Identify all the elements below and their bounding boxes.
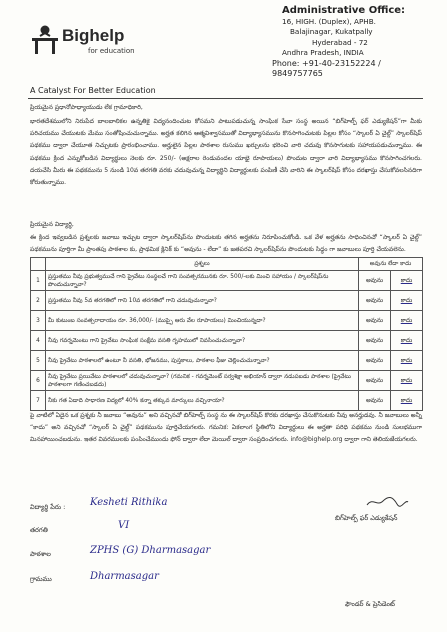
office-line: Hyderabad - 72: [312, 37, 368, 47]
table-header-row: [31, 258, 423, 271]
answer-no[interactable]: కాదు: [391, 331, 423, 351]
question-number: 5: [31, 351, 46, 371]
bighelp-logo-icon: [30, 24, 60, 56]
question-text: నీవు గవర్నమెంటు గాని ప్రైవేటు సాంఘిక సంక్షేమ వసతి గృహములో నివసించుచున్నావా?: [46, 331, 359, 351]
answer-yes[interactable]: అవును: [359, 291, 391, 311]
footnote-paragraph: పై వాటిలో ఏదైన ఒక ప్రశ్నకు నీ జవాబు “అవును” అని వచ్చినచో బిగ్‌హెల్ప్ సంస్థ ను ఈ స్కాలర్‌షిప్ కొరకు దరఖాస్తు చేసుకొనుటకు నీవు అనర్హుడవు. నీ జవాబులు అన్నీ “కాదు” అని వచ్చినచో “స్కాలర్ ఏ చైల్డ్” పథకమును పూర్తిచేయగలరు. గమనిక: ఏకలాంగ స్థితిలోని విద్యార్థులు ఈ అర్హతా పరిధి పథకము నుండి సులభముగా మినహాయించబడును. ఇతర వివరములకు పంపించేముందు ఫోన్ ద్వారా లేదా మెయిల్ ద్వారా సంప్రదించగలరు. info@bighelp.org ద్వారా గాని తెలియజేయగలరు.: [30, 412, 422, 444]
answer-no[interactable]: కాదు: [391, 311, 423, 331]
answer-yes[interactable]: అవును: [359, 311, 391, 331]
office-title: Administrative Office:: [282, 5, 406, 16]
table-row: [31, 391, 423, 411]
question-text: నీకు గత ఏడాది సాధారణ విద్యలో 40% కన్నా తక్కువ మార్కులు వచ్చినాయా?: [46, 391, 359, 411]
answer-yes[interactable]: అవును: [359, 331, 391, 351]
table-row: [31, 371, 423, 391]
tagline: A Catalyst For Better Education: [30, 86, 156, 95]
header-answer: అవును లేదా కాదు: [359, 258, 423, 271]
answer-no[interactable]: కాదు: [391, 271, 423, 291]
header-divider: [28, 98, 423, 99]
intro-paragraph: భారతదేశములోని నిరుపేద బాలబాలికల ఉన్నతికై విద్యనందించుట కోసమని పాటుపడుచున్న సాంఘిక సేవా సంస్థ అయిన “బిగ్‌హెల్ప్ ఫర్ ఎడ్యుకేషన్”గా మీకు పరిచయము చేయుటకు మేము సంతోషించుచున్నాము. అర్హత కలిగిన ఆత్మవిశ్వాసముతో విద్యాభ్యాసమును కొనసాగించుటకు పిల్లల కోసం “స్కాలర్ ఏ చైల్డ్” స్కాలర్‌షిప్ పథకము ద్వారా చేయూత నిచ్చుటకు ప్రారంభించాము. అర్హులైన పిల్లల పాఠశాల రుసుము ఖర్చులను భరించి వారి చదువు కొనసాగుటకు సహాయపడుచున్నాము. ఈ పథకము క్రింద ఎన్నుకోబడిన విద్యార్థులు నెలకు రూ. 250/- (అక్షరాల రెండువందల యాభై రూపాయలు) పొందుట ద్వారా వారి విద్యాభ్యాసము కొనసాగించగలరు. దయచేసి మీరు ఈ పథకమును 5 నుండి 10వ తరగతి వరకు చదువుచున్న విద్యార్థిని విద్యార్థులకు పంపిణీ చేసి వారిని ఈ స్కాలర్‌షిప్ కోసం దరఖాస్తు చేసుకోవలసినదిగా కోరుతున్నాము.: [30, 118, 422, 187]
founder-label: ఫౌండర్ & ప్రెసిడెంట్: [345, 600, 395, 608]
header-question: ప్రశ్నలు: [46, 258, 359, 271]
answer-yes[interactable]: అవును: [359, 271, 391, 291]
brand-name: Bighelp: [62, 26, 125, 45]
village-label: గ్రామము: [30, 575, 52, 583]
question-text: నీవు ప్రైవేటు ప్రయివేటు పాఠశాలలో చదువుచున్నావా? (గమనిక - గవర్నమెంట్ సర్వశిక్షా అభియాన్ ద్వారా నడుపబడు పాఠశాల (ప్రైవేటు పాఠశాలగా గణించబడదు): [46, 371, 359, 391]
answer-no[interactable]: కాదు: [391, 371, 423, 391]
student-name-label: విద్యార్థి పేరు :: [30, 503, 66, 511]
school-value[interactable]: ZPHS (G) Dharmasagar: [90, 545, 211, 556]
school-label: పాఠశాల: [30, 550, 51, 558]
signature-icon: [365, 495, 410, 509]
question-text: నీవు ప్రైవేటు పాఠశాలలో ఉంటూ నీ వసతి, భోజనము, పుస్తకాలు, పాఠశాల ఫీజు చెల్లించుచున్నావా?: [46, 351, 359, 371]
brand-subtitle: for education: [88, 47, 135, 55]
eligibility-table: [30, 257, 423, 411]
class-value[interactable]: VI: [118, 520, 130, 531]
answer-yes[interactable]: అవును: [359, 351, 391, 371]
question-number: 1: [31, 271, 46, 291]
question-number: 7: [31, 391, 46, 411]
village-value[interactable]: Dharmasagar: [90, 571, 159, 582]
question-number: 3: [31, 311, 46, 331]
student-greeting: ప్రియమైన విద్యార్థి,: [30, 221, 74, 228]
answer-yes[interactable]: అవును: [359, 371, 391, 391]
question-text: ప్రస్తుతము నీవు ప్రభుత్వముచే గాని ప్రైవేటు సంస్థలచే గాని సంవత్సరమునకు రూ. 500/-లకు మించి సహాయం / స్కాలర్‌షిప్‌ను పొందుచున్నావా?: [46, 271, 359, 291]
answer-yes[interactable]: అవును: [359, 391, 391, 411]
table-row: [31, 291, 423, 311]
header-number: [31, 258, 46, 271]
office-address: [272, 5, 430, 80]
office-line: Andhra Pradesh, INDIA: [282, 48, 364, 57]
table-row: [31, 271, 423, 291]
salutation: ప్రియమైన ప్రధానోపాధ్యాయుడు లేక గ్రామాధికారి,: [30, 104, 143, 111]
instructions-paragraph: ఈ క్రింద ఇవ్వబడిన ప్రశ్నలకు జవాబు ఇచ్చుట ద్వారా స్కాలర్‌షిప్‌ను పొందుటకు తగిన అర్హతను నిరూపించుకోండి. ఒక వేళ అర్హతను సాధించినచో “స్కాలర్ ఏ చైల్డ్” పథకమును పూర్తిగా మీ ప్రాంతపు పాఠశాల కు, ప్రాథమిక క్లినిక్ కు “అవును - లేదా” కు జతపరచి స్కాలర్‌షిప్‌ను పొందుటకు సిద్ధం గా జవాబులు పూర్తి చేయవలెను.: [30, 234, 422, 254]
answer-no[interactable]: కాదు: [391, 391, 423, 411]
office-line: Balajinagar, Kukatpally: [290, 27, 373, 36]
question-number: 6: [31, 371, 46, 391]
answer-no[interactable]: కాదు: [391, 291, 423, 311]
question-text: మీ కుటుంబ సంవత్సరాదాయం రూ. 36,000/- (ముప్పై ఆరు వేల రూపాయలు) మించియున్నదా?: [46, 311, 359, 331]
table-row: [31, 351, 423, 371]
question-text: ప్రస్తుతము నీవు 5వ తరగతిలో గాని 10వ తరగతిలో గాని చదువుచున్నావా?: [46, 291, 359, 311]
office-line: 16, HIGH. (Duplex), APHB.: [282, 16, 376, 26]
question-number: 2: [31, 291, 46, 311]
table-row: [31, 331, 423, 351]
answer-no[interactable]: కాదు: [391, 351, 423, 371]
organization-signature-label: బిగ్‌హెల్ప్ ఫర్ ఎడ్యుకేషన్: [335, 514, 398, 522]
student-name-value[interactable]: Kesheti Rithika: [90, 497, 168, 508]
class-label: తరగతి: [30, 526, 48, 534]
question-number: 4: [31, 331, 46, 351]
office-phone: Phone: +91-40-23152224 / 9849757765: [272, 58, 381, 78]
table-row: [31, 311, 423, 331]
